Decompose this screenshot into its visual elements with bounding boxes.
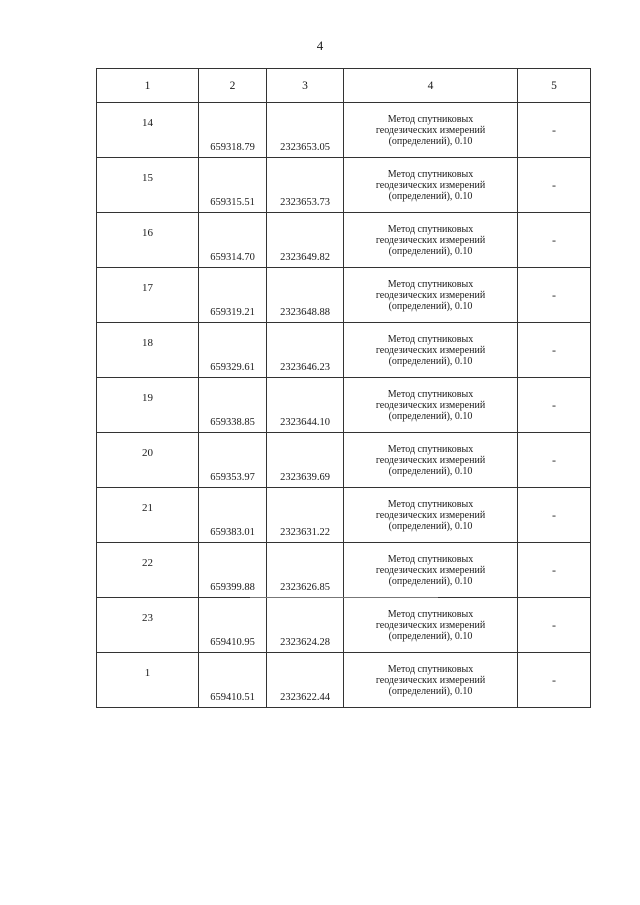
method-line-2: геодезических измерений: [375, 454, 486, 466]
y-coordinate-cell: 2323648.88: [267, 268, 344, 323]
description-cell: -: [518, 103, 591, 158]
y-coordinate-cell: 2323639.69: [267, 433, 344, 488]
x-coordinate-cell: 659399.88: [199, 543, 267, 598]
table-body: [97, 103, 591, 708]
method-line-2: геодезических измерений: [375, 399, 486, 411]
method-line-1: Метод спутниковых: [387, 223, 474, 235]
method-line-1: Метод спутниковых: [387, 608, 474, 620]
point-number-cell: 22: [97, 543, 199, 598]
y-coordinate-cell: 2323653.05: [267, 103, 344, 158]
column-header-y: 3: [267, 69, 344, 103]
method-line-3: (определений), 0.10: [388, 465, 473, 477]
y-coordinate-cell: 2323622.44: [267, 653, 344, 708]
table-row: [97, 433, 591, 488]
method-line-1: Метод спутниковых: [387, 553, 474, 565]
x-coordinate-cell: 659383.01: [199, 488, 267, 543]
y-coordinate-cell: 2323644.10: [267, 378, 344, 433]
method-line-1: Метод спутниковых: [387, 388, 474, 400]
y-coordinate-cell: 2323631.22: [267, 488, 344, 543]
x-coordinate-cell: 659410.51: [199, 653, 267, 708]
method-line-2: геодезических измерений: [375, 564, 486, 576]
method-cell: [344, 378, 518, 433]
x-coordinate-cell: 659319.21: [199, 268, 267, 323]
table-row: [97, 268, 591, 323]
description-cell: -: [518, 543, 591, 598]
column-header-x: 2: [199, 69, 267, 103]
method-line-3: (определений), 0.10: [388, 135, 473, 147]
column-header-method: 4: [344, 69, 518, 103]
table-row: [97, 543, 591, 598]
column-header-point-number: 1: [97, 69, 199, 103]
method-line-1: Метод спутниковых: [387, 498, 474, 510]
method-cell: [344, 433, 518, 488]
method-cell: [344, 268, 518, 323]
method-line-3: (определений), 0.10: [388, 685, 473, 697]
method-line-1: Метод спутниковых: [387, 168, 474, 180]
description-cell: -: [518, 378, 591, 433]
method-line-2: геодезических измерений: [375, 509, 486, 521]
method-cell: [344, 598, 518, 653]
table-header-row: [97, 69, 591, 103]
page-number: 4: [316, 38, 324, 53]
method-line-3: (определений), 0.10: [388, 630, 473, 642]
method-cell: [344, 213, 518, 268]
table-row: [97, 488, 591, 543]
x-coordinate-cell: 659338.85: [199, 378, 267, 433]
description-cell: -: [518, 213, 591, 268]
x-coordinate-cell: 659314.70: [199, 213, 267, 268]
x-coordinate-cell: 659315.51: [199, 158, 267, 213]
coordinates-table: [96, 68, 591, 708]
table-row: [97, 598, 591, 653]
y-coordinate-cell: 2323624.28: [267, 598, 344, 653]
method-cell: [344, 103, 518, 158]
description-cell: -: [518, 323, 591, 378]
method-line-3: (определений), 0.10: [388, 300, 473, 312]
method-line-2: геодезических измерений: [375, 289, 486, 301]
description-cell: -: [518, 598, 591, 653]
table-row: [97, 378, 591, 433]
x-coordinate-cell: 659410.95: [199, 598, 267, 653]
y-coordinate-cell: 2323626.85: [267, 543, 344, 598]
column-header-description: 5: [518, 69, 591, 103]
point-number-cell: 23: [97, 598, 199, 653]
description-cell: -: [518, 158, 591, 213]
method-line-3: (определений), 0.10: [388, 520, 473, 532]
description-cell: -: [518, 433, 591, 488]
method-cell: [344, 653, 518, 708]
point-number-cell: 17: [97, 268, 199, 323]
method-line-2: геодезических измерений: [375, 124, 486, 136]
method-cell: [344, 323, 518, 378]
method-line-3: (определений), 0.10: [388, 355, 473, 367]
point-number-cell: 18: [97, 323, 199, 378]
method-cell: [344, 488, 518, 543]
description-cell: -: [518, 268, 591, 323]
y-coordinate-cell: 2323649.82: [267, 213, 344, 268]
table-row: [97, 653, 591, 708]
x-coordinate-cell: 659353.97: [199, 433, 267, 488]
point-number-cell: 20: [97, 433, 199, 488]
method-line-1: Метод спутниковых: [387, 443, 474, 455]
method-line-2: геодезических измерений: [375, 619, 486, 631]
point-number-cell: 15: [97, 158, 199, 213]
method-line-2: геодезических измерений: [375, 344, 486, 356]
method-line-1: Метод спутниковых: [387, 278, 474, 290]
method-line-3: (определений), 0.10: [388, 410, 473, 422]
y-coordinate-cell: 2323653.73: [267, 158, 344, 213]
method-line-1: Метод спутниковых: [387, 333, 474, 345]
table-row: [97, 158, 591, 213]
y-coordinate-cell: 2323646.23: [267, 323, 344, 378]
point-number-cell: 1: [97, 653, 199, 708]
description-cell: -: [518, 653, 591, 708]
method-line-2: геодезических измерений: [375, 674, 486, 686]
method-line-3: (определений), 0.10: [388, 190, 473, 202]
x-coordinate-cell: 659329.61: [199, 323, 267, 378]
x-coordinate-cell: 659318.79: [199, 103, 267, 158]
method-line-1: Метод спутниковых: [387, 113, 474, 125]
point-number-cell: 16: [97, 213, 199, 268]
point-number-cell: 21: [97, 488, 199, 543]
description-cell: -: [518, 488, 591, 543]
method-cell: [344, 543, 518, 598]
method-line-3: (определений), 0.10: [388, 245, 473, 257]
table-row: [97, 213, 591, 268]
table-row: [97, 323, 591, 378]
method-line-2: геодезических измерений: [375, 234, 486, 246]
method-line-2: геодезических измерений: [375, 179, 486, 191]
point-number-cell: 14: [97, 103, 199, 158]
method-cell: [344, 158, 518, 213]
method-line-1: Метод спутниковых: [387, 663, 474, 675]
table-row: [97, 103, 591, 158]
end-divider-line: [250, 597, 438, 598]
method-line-3: (определений), 0.10: [388, 575, 473, 587]
point-number-cell: 19: [97, 378, 199, 433]
